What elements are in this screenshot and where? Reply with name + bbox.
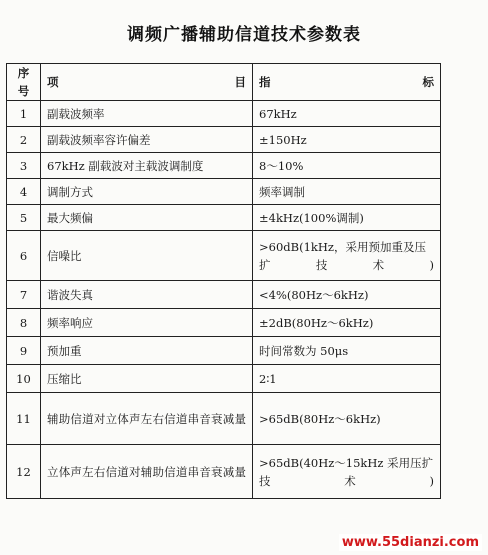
row-value: ±2dB(80Hz～6kHz) <box>253 309 441 337</box>
row-number: 4 <box>7 179 41 205</box>
row-item: 辅助信道对立体声左右信道串音衰减量 <box>41 393 253 445</box>
row-value: ±150Hz <box>253 127 441 153</box>
row-item: 频率响应 <box>41 309 253 337</box>
row-item: 副载波频率 <box>41 101 253 127</box>
table-title: 调频广播辅助信道技术参数表 <box>127 25 361 45</box>
row-value: ±4kHz(100%调制) <box>253 205 441 231</box>
table-row <box>7 101 441 127</box>
row-item: 信噪比 <box>41 231 253 281</box>
table-row <box>7 231 441 281</box>
table-row <box>7 153 441 179</box>
row-number: 11 <box>7 393 41 445</box>
row-item: 副载波频率容许偏差 <box>41 127 253 153</box>
row-value: <4%(80Hz～6kHz) <box>253 281 441 309</box>
row-item: 立体声左右信道对辅助信道串音衰减量 <box>41 445 253 499</box>
table-row <box>7 309 441 337</box>
row-number: 8 <box>7 309 41 337</box>
row-item: 调制方式 <box>41 179 253 205</box>
row-value: >65dB(40Hz～15kHz 采用压扩技术) <box>253 445 441 499</box>
row-value: 67kHz <box>253 101 441 127</box>
table-row <box>7 445 441 499</box>
row-value: 频率调制 <box>253 179 441 205</box>
header-value: 指 标 <box>253 64 441 101</box>
row-number: 3 <box>7 153 41 179</box>
spec-table <box>6 63 441 499</box>
header-row <box>7 64 441 101</box>
row-item: 压缩比 <box>41 365 253 393</box>
row-number: 12 <box>7 445 41 499</box>
watermark: www.55dianzi.com <box>339 534 482 551</box>
header-no: 序号 <box>7 64 41 101</box>
row-value: 时间常数为 50μs <box>253 337 441 365</box>
table-row <box>7 205 441 231</box>
row-value: 2∶1 <box>253 365 441 393</box>
table-row <box>7 127 441 153</box>
row-value: >60dB(1kHz，采用预加重及压扩技术) <box>253 231 441 281</box>
table-row <box>7 337 441 365</box>
table-row <box>7 179 441 205</box>
row-number: 10 <box>7 365 41 393</box>
row-number: 2 <box>7 127 41 153</box>
row-number: 6 <box>7 231 41 281</box>
row-value: 8～10% <box>253 153 441 179</box>
row-number: 7 <box>7 281 41 309</box>
header-item: 项 目 <box>41 64 253 101</box>
table-row <box>7 281 441 309</box>
row-item: 67kHz 副载波对主载波调制度 <box>41 153 253 179</box>
row-value: >65dB(80Hz～6kHz) <box>253 393 441 445</box>
table-row <box>7 365 441 393</box>
row-number: 9 <box>7 337 41 365</box>
row-item: 最大频偏 <box>41 205 253 231</box>
row-item: 预加重 <box>41 337 253 365</box>
table-row <box>7 393 441 445</box>
row-number: 5 <box>7 205 41 231</box>
row-item: 谐波失真 <box>41 281 253 309</box>
row-number: 1 <box>7 101 41 127</box>
